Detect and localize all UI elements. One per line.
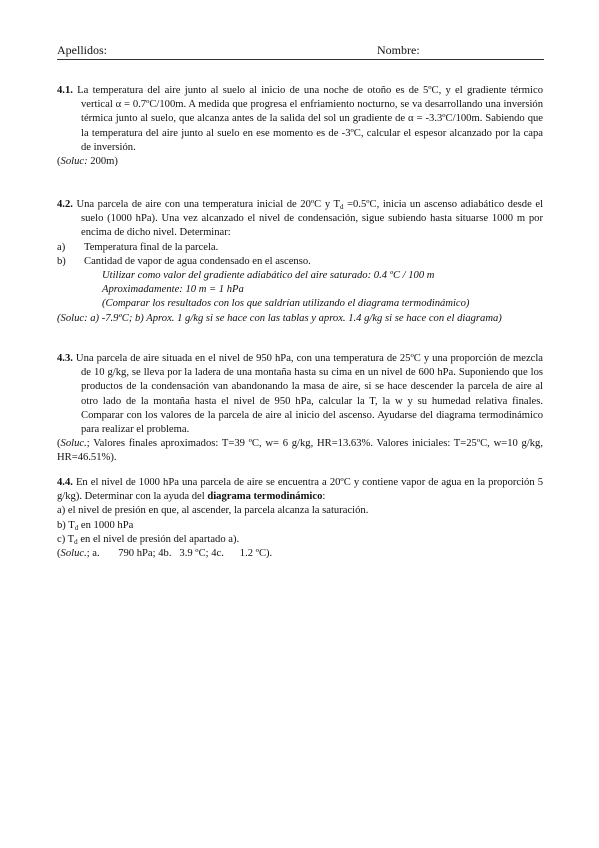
problem-4-4: [57, 476, 543, 561]
problem-number: 4.3.: [57, 353, 73, 364]
list-item-a: a) el nivel de presión en que, al ascender, la parcela alcanza la saturación.: [57, 505, 369, 517]
problem-text: En el nivel de 1000 hPa una parcela de aire se encuentra a 20ºC y contiene vapor de agua en la proporción 5 g/kg). Determinar con la ayuda del diagrama termodinámico:: [57, 477, 543, 503]
problem-number: 4.1.: [57, 85, 73, 96]
note-gradient: Utilizar como valor del gradiente adiabático del aire saturado: 0.4 ºC / 100 m: [102, 270, 435, 282]
problem-4-2: [57, 198, 543, 326]
solution: (Soluc.; a. 790 hPa; 4b. 3.9 ºC; 4c. 1.2 ºC).: [57, 548, 273, 560]
apellidos-label: Apellidos:: [57, 43, 107, 57]
student-header: [57, 43, 544, 60]
problem-4-3: [57, 352, 543, 466]
note-approx: Aproximadamente: 10 m = 1 hPa: [102, 284, 244, 296]
problem-text: La temperatura del aire junto al suelo al inicio de una noche de otoño es de 5ºC, y el gradiente térmico vertical α = 0.7ºC/100m. A medida que progresa el enfriamiento nocturno, se va desarrollando una inversión térmica junto al suelo, que alcanza antes de la salida del sol un gradiente de α = -3.3ºC/100m. Sabiendo que la temperatura del aire junto al suelo en ese momento es de -3ºC, calcular el espesor alcanzado por la capa de inversión.: [77, 85, 543, 153]
list-item-a: a) Temperatura final de la parcela.: [57, 241, 219, 253]
solution-value: 200m): [90, 156, 118, 168]
list-item-b: b) Cantidad de vapor de agua condensado en el ascenso.: [57, 255, 311, 267]
problem-text: Una parcela de aire situada en el nivel de 950 hPa, con una temperatura de 25ºC y una proporción de mezcla de 10 g/kg, se lleva por la ladera de una montaña hasta su cima en un nivel de 600 hPa. Suponiendo que los productos de la condensación van abandonando la masa de aire, si se hace descender la parcela de aire al otro lado de la montaña hasta el nivel de 950 hPa, calcular la T, la w y su humedad relativa finales. Comparar con los valores de la parcela de aire al inicio del ascenso. Ayudarse del diagrama termodinámico para realizar el problema.: [75, 353, 543, 436]
solution: (Soluc.; Valores finales aproximados: T=39 ºC, w= 6 g/kg, HR=13.63%. Valores iniciales: T=25ºC, w=10 g/kg, HR=46.51%).: [57, 438, 543, 464]
list-item-c: c) $T_d$ en el nivel de presión del apartado a).: [57, 533, 240, 546]
solution-label: Soluc.: [60, 438, 87, 450]
solution-label: Soluc:: [60, 156, 88, 168]
solution: (Soluc: a) -7.9ºC; b) Aprox. 1 g/kg si se hace con las tablas y aprox. 1.4 g/kg si se hace con el diagrama): [57, 312, 502, 324]
solution-value: ; a. 790 hPa; 4b. 3.9 ºC; 4c. 1.2 ºC).: [86, 548, 273, 560]
solution-label: Soluc.: [60, 548, 87, 560]
note-compare: (Comparar los resultados con los que saldrían utilizando el diagrama termodinámico): [102, 298, 470, 310]
nombre-label: Nombre:: [377, 43, 420, 57]
solution: (Soluc: 200m): [57, 156, 118, 168]
list-item-b: b) $T_d$ en 1000 hPa: [57, 519, 134, 532]
problem-number: 4.4.: [57, 477, 73, 488]
solution-value: ; Valores finales aproximados: T=39 ºC, w= 6 g/kg, HR=13.63%. Valores iniciales: T=25ºC, w=10 g/kg, HR=46.51%).: [57, 438, 543, 464]
problem-text: Una parcela de aire con una temperatura inicial de 20ºC y $T_d$ =0.5ºC, inicia un ascenso adiabático desde el suelo (1000 hPa). Una vez alcanzado el nivel de condensación, sigue subiendo hasta situarse 1000 m por encima de dicho nivel. Determinar:: [76, 199, 544, 239]
problem-number: 4.2.: [57, 199, 73, 210]
problem-4-1: [57, 84, 543, 169]
